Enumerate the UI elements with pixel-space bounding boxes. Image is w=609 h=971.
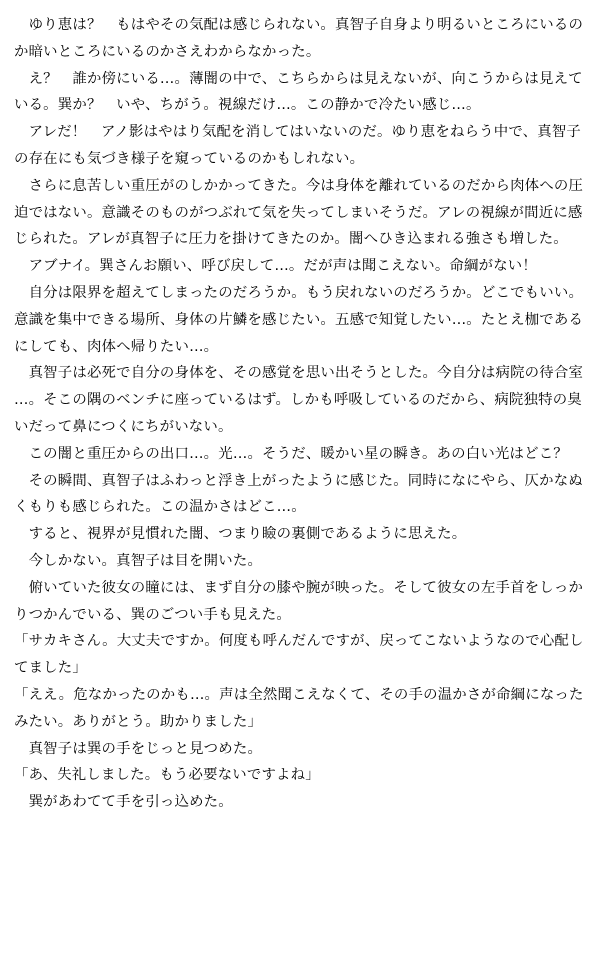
paragraph: この闇と重圧からの出口…。光…。そうだ、暖かい星の瞬き。あの白い光はどこ？ <box>14 445 568 462</box>
paragraph: え？ 誰か傍にいる…。薄闇の中で、こちらからは見えないが、向こうからは見えている。巽か？ いや、ちがう。視線だけ…。この静かで冷たい感じ…。 <box>14 70 583 114</box>
paragraph: 自分は限界を超えてしまったのだろうか。もう戻れないのだろうか。どこでもいい。意識を集中できる場所、身体の片鱗を感じたい。五感で知覚したい…。たとえ枷であるにしても、肉体へ帰りたい…。 <box>14 284 584 355</box>
paragraph: ゆり恵は？ もはやその気配は感じられない。真智子自身より明るいところにいるのか暗いところにいるのかさえわからなかった。 <box>14 17 584 60</box>
dialogue-line: 「ええ。危なかったのかも…。声は全然聞こえなくて、その手の温かさが命綱になったみたい。ありがとう。助かりました」 <box>14 686 584 730</box>
paragraph: 今しかない。真智子は目を開いた。 <box>14 552 263 569</box>
paragraph: アレだ！ アノ影はやはり気配を消してはいないのだ。ゆり恵をねらう中で、真智子の存在にも気づき様子を窺っているのかもしれない。 <box>14 124 582 167</box>
dialogue-line: 「サカキさん。大丈夫ですか。何度も呼んだんですが、戻ってこないようなので心配してました」 <box>14 633 584 677</box>
story-text <box>14 12 590 816</box>
paragraph: その瞬間、真智子はふわっと浮き上がったように感じた。同時になにやら、仄かなぬくもりも感じられた。この温かさはどこ…。 <box>14 472 583 516</box>
paragraph: アブナイ。巽さんお願い、呼び戻して…。だが声は聞こえない。命綱がない！ <box>14 258 537 275</box>
paragraph: 真智子は必死で自分の身体を、その感覚を思い出そうとした。今自分は病院の待合室…。そこの隅のベンチに座っているはず。しかも呼吸しているのだから、病院独特の臭いだって鼻につくにちがいない。 <box>14 365 584 435</box>
dialogue-line: 「あ、失礼しました。もう必要ないですよね」 <box>14 767 320 784</box>
paragraph: 真智子は巽の手をじっと見つめた。 <box>14 740 263 757</box>
paragraph: 俯いていた彼女の瞳には、まず自分の膝や腕が映った。そして彼女の左手首をしっかりつかんでいる、巽のごつい手も見えた。 <box>14 579 584 623</box>
paragraph: 巽があわてて手を引っ込めた。 <box>14 794 233 811</box>
paragraph: すると、視界が見慣れた闇、つまり瞼の裏側であるように思えた。 <box>14 526 467 543</box>
paragraph: さらに息苦しい重圧がのしかかってきた。今は身体を離れているのだから肉体への圧迫ではない。意識そのものがつぶれて気を失ってしまいそうだ。アレの視線が間近に感じられた。アレが真智子に圧力を掛けてきたのか。闇へひき込まれる強さも増した。 <box>14 177 584 248</box>
